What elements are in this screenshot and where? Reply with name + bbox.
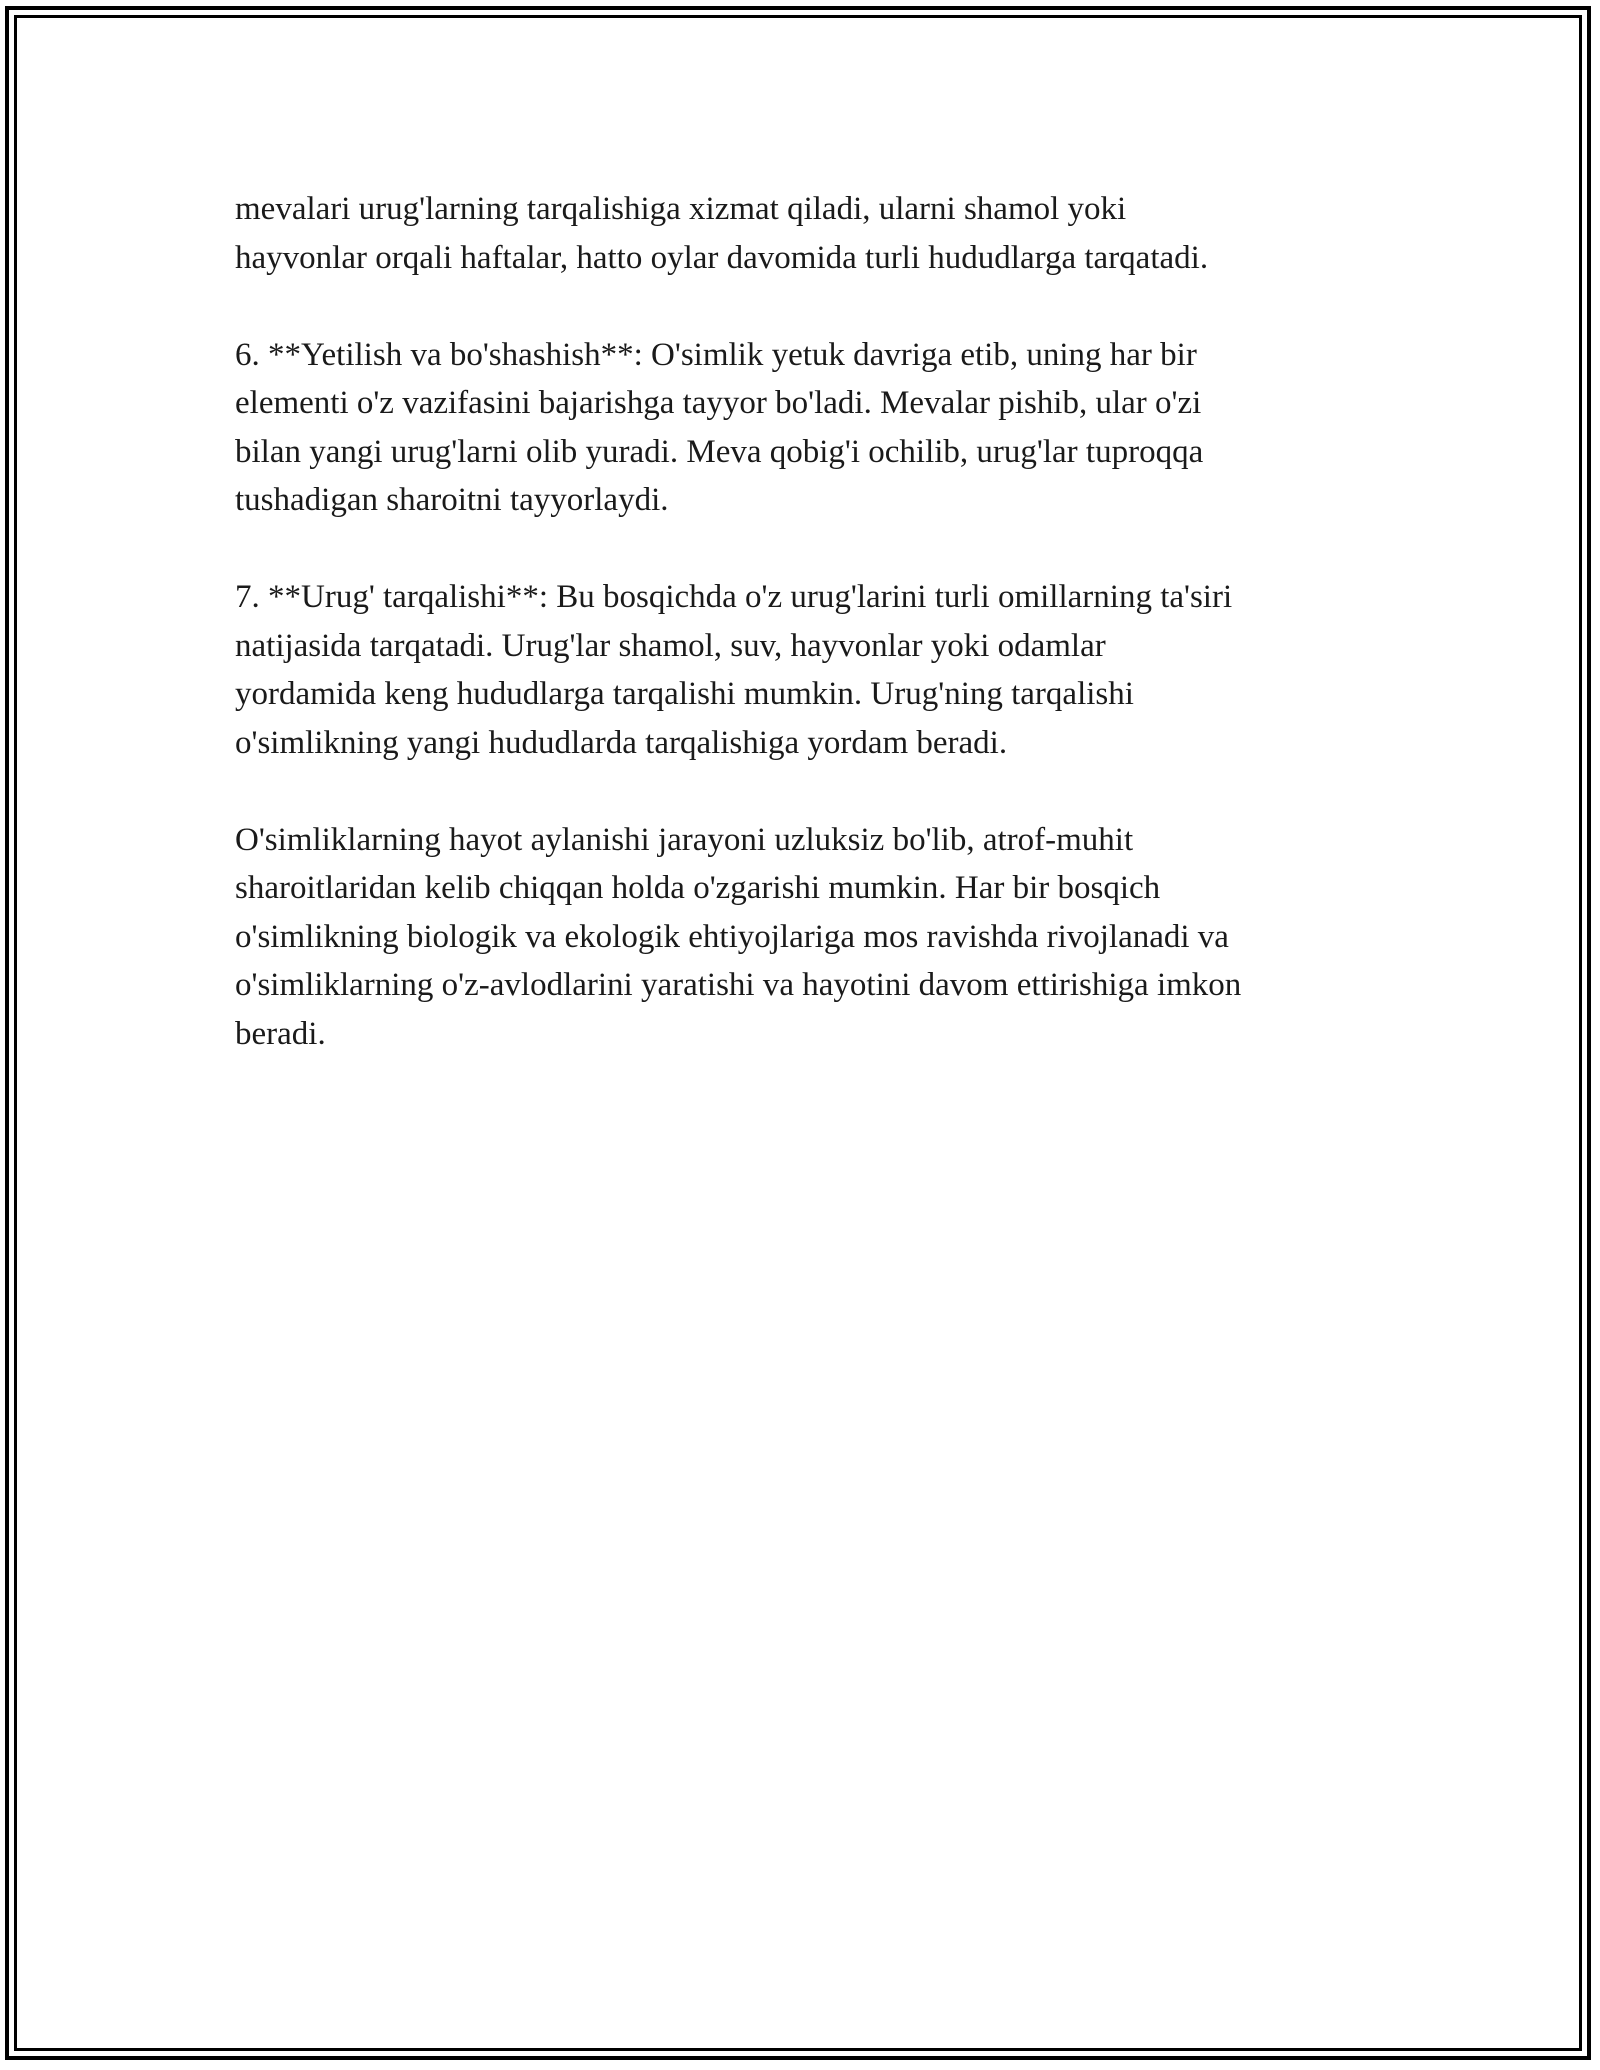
text-line: mevalari urug'larning tarqalishiga xizmat qiladi, ularni shamol yoki xyxy=(235,191,1127,227)
text-line: sharoitlaridan kelib chiqqan holda o'zgarishi mumkin. Har bir bosqich xyxy=(235,870,1161,906)
paragraph-item-6 xyxy=(235,331,1375,525)
paragraph-item-7 xyxy=(235,573,1375,767)
paragraph-conclusion xyxy=(235,816,1375,1059)
text-line: yordamida keng hududlarga tarqalishi mumkin. Urug'ning tarqalishi xyxy=(235,676,1134,712)
text-line: hayvonlar orqali haftalar, hatto oylar davomida turli hududlarga tarqatadi. xyxy=(235,239,1209,276)
text-line: O'simliklarning hayot aylanishi jarayoni uzluksiz bo'lib, atrof-muhit xyxy=(235,821,1134,858)
text-line: elementi o'z vazifasini bajarishga tayyor bo'ladi. Mevalar pishib, ular o'zi xyxy=(235,385,1202,421)
document-body xyxy=(235,185,1375,1107)
text-line: natijasida tarqatadi. Urug'lar shamol, suv, hayvonlar yoki odamlar xyxy=(235,627,1106,664)
text-line: o'simliklarning o'z-avlodlarini yaratishi va hayotini davom ettirishiga imkon xyxy=(235,967,1242,1003)
text-line: tushadigan sharoitni tayyorlaydi. xyxy=(235,482,669,518)
text-line: 7. **Urug' tarqalishi**: Bu bosqichda o'z urug'larini turli omillarning ta'siri xyxy=(235,579,1233,615)
text-line: 6. **Yetilish va bo'shashish**: O'simlik yetuk davriga etib, uning har bir xyxy=(235,336,1197,373)
paragraph-seed-dispersal-continuation xyxy=(235,185,1375,282)
text-line: o'simlikning yangi hududlarda tarqalishiga yordam beradi. xyxy=(235,724,1008,761)
text-line: beradi. xyxy=(235,1015,326,1052)
text-line: bilan yangi urug'larni olib yuradi. Meva qobig'i ochilib, urug'lar tuproqqa xyxy=(235,433,1204,470)
text-line: o'simlikning biologik va ekologik ehtiyojlariga mos ravishda rivojlanadi va xyxy=(235,918,1229,955)
